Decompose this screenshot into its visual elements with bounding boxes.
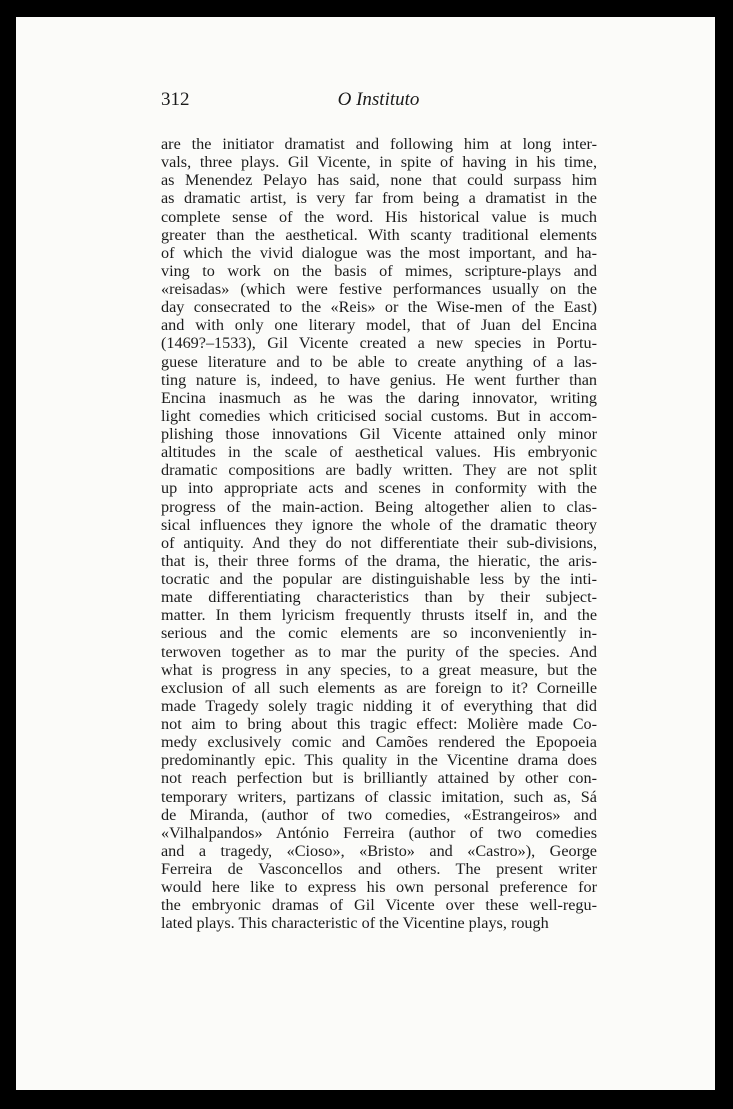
page-header bbox=[161, 89, 596, 113]
text-line: medy exclusively comic and Camões rendered the Epopoeia bbox=[161, 733, 597, 752]
text-line: light comedies which criticised social customs. But in accom- bbox=[161, 406, 597, 425]
text-line: mate differentiating characteristics than by their subject- bbox=[161, 588, 597, 607]
text-line: that is, their three forms of the drama, the hieratic, the aris- bbox=[161, 551, 597, 570]
text-line: predominantly epic. This quality in the Vicentine drama does bbox=[161, 751, 597, 770]
text-line: altitudes in the scale of aesthetical values. His embryonic bbox=[161, 443, 597, 462]
text-line: exclusion of all such elements as are foreign to it? Corneille bbox=[161, 678, 597, 697]
text-line: what is progress in any species, to a great measure, but the bbox=[161, 660, 597, 679]
text-line: ving to work on the basis of mimes, scripture-plays and bbox=[161, 261, 597, 280]
text-line: greater than the aesthetical. With scanty traditional elements bbox=[161, 225, 597, 244]
text-line: not reach perfection but is brilliantly attained by other con- bbox=[161, 769, 597, 788]
text-line: would here like to express his own personal preference for bbox=[161, 878, 597, 897]
text-line: as Menendez Pelayo has said, none that could surpass him bbox=[161, 171, 597, 190]
body-text bbox=[161, 135, 597, 933]
text-line: «Vilhalpandos» António Ferreira (author of two comedies bbox=[161, 823, 597, 842]
text-line: terwoven together as to mar the purity of the species. And bbox=[161, 642, 597, 661]
book-page bbox=[16, 17, 715, 1090]
text-line: serious and the comic elements are so inconveniently in- bbox=[161, 624, 597, 643]
text-line: temporary writers, partizans of classic imitation, such as, Sá bbox=[161, 787, 597, 806]
text-line: day consecrated to the «Reis» or the Wise-men of the East) bbox=[161, 298, 597, 317]
text-line: tocratic and the popular are distinguishable less by the inti- bbox=[161, 570, 597, 588]
text-line: Encina inasmuch as he was the daring innovator, writing bbox=[161, 388, 597, 407]
text-line: are the initiator dramatist and following him at long inter- bbox=[161, 135, 597, 153]
text-line: guese literature and to be able to create anything of a las- bbox=[161, 352, 597, 371]
text-line: plishing those innovations Gil Vicente attained only minor bbox=[161, 425, 597, 443]
text-line: sical influences they ignore the whole of the dramatic theory bbox=[161, 515, 597, 534]
text-line: de Miranda, (author of two comedies, «Estrangeiros» and bbox=[161, 805, 597, 824]
page-number: 312 bbox=[161, 89, 190, 110]
text-line: not aim to bring about this tragic effect: Molière made Co- bbox=[161, 715, 597, 733]
text-line: ting nature is, indeed, to have genius. He went further than bbox=[161, 370, 597, 389]
text-line: (1469?–1533), Gil Vicente created a new species in Portu- bbox=[161, 334, 597, 353]
text-line: progress of the main-action. Being altogether alien to clas- bbox=[161, 497, 597, 516]
text-line: and a tragedy, «Cioso», «Bristo» and «Castro»), George bbox=[161, 841, 597, 860]
text-line: and with only one literary model, that of Juan del Encina bbox=[161, 316, 597, 335]
text-line: matter. In them lyricism frequently thrusts itself in, and the bbox=[161, 606, 597, 625]
text-line: dramatic compositions are badly written. They are not split bbox=[161, 461, 597, 480]
text-line: made Tragedy solely tragic nidding it of everything that did bbox=[161, 696, 597, 715]
text-line: as dramatic artist, is very far from being a dramatist in the bbox=[161, 189, 597, 208]
text-line: up into appropriate acts and scenes in conformity with the bbox=[161, 479, 597, 498]
text-line: vals, three plays. Gil Vicente, in spite of having in his time, bbox=[161, 153, 597, 172]
text-line: the embryonic dramas of Gil Vicente over these well-regu- bbox=[161, 896, 597, 915]
text-line: of which the vivid dialogue was the most important, and ha- bbox=[161, 243, 597, 262]
text-line: complete sense of the word. His historical value is much bbox=[161, 207, 597, 226]
running-title: O Instituto bbox=[337, 89, 420, 110]
text-line: «reisadas» (which were festive performances usually on the bbox=[161, 280, 597, 298]
text-line: Ferreira de Vasconcellos and others. The present writer bbox=[161, 860, 597, 878]
text-line: lated plays. This characteristic of the Vicentine plays, rough bbox=[161, 914, 549, 933]
text-line: of antiquity. And they do not differentiate their sub-divisions, bbox=[161, 533, 597, 552]
